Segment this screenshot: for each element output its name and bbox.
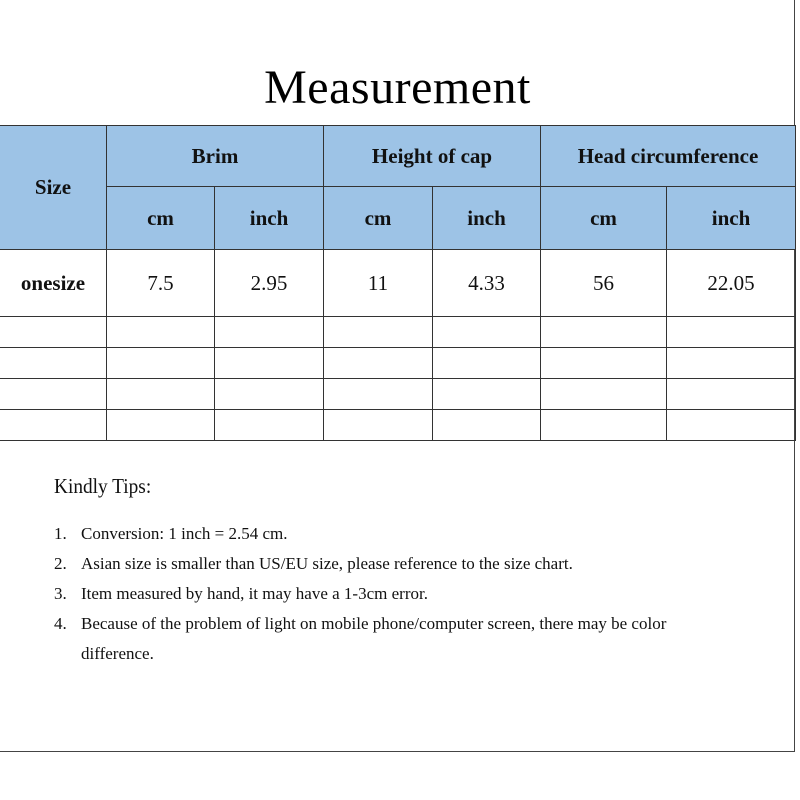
empty-cell [215,379,324,410]
empty-table-row [0,410,796,441]
page-title: Measurement [264,61,531,114]
header-row-units [0,187,796,250]
value-cell: 7.5 [107,250,215,317]
empty-cell [215,348,324,379]
empty-cell [0,410,107,441]
unit-header: cm [541,187,667,250]
tip-text: Conversion: 1 inch = 2.54 cm. [81,524,288,543]
empty-cell [433,317,541,348]
list-item [54,519,774,549]
empty-cell [215,410,324,441]
tips-list [54,519,774,669]
empty-cell [107,410,215,441]
group-header-head-circumference: Head circumference [541,126,796,187]
tip-number: 3. [54,584,67,603]
size-header: Size [0,126,107,250]
empty-cell [667,348,796,379]
bottom-border-line [0,751,795,752]
tip-number: 1. [54,524,67,543]
empty-cell [433,410,541,441]
group-header-brim: Brim [107,126,324,187]
empty-cell [433,348,541,379]
empty-cell [541,348,667,379]
tip-number: 4. [54,614,67,633]
empty-cell [107,379,215,410]
empty-table-row [0,317,796,348]
empty-cell [324,410,433,441]
empty-cell [324,379,433,410]
group-header-height-of-cap: Height of cap [324,126,541,187]
empty-cell [0,379,107,410]
table-row [0,250,796,317]
empty-cell [541,410,667,441]
list-item [54,549,774,579]
unit-header: inch [433,187,541,250]
empty-cell [324,317,433,348]
empty-cell [667,410,796,441]
empty-table-row [0,379,796,410]
empty-cell [541,379,667,410]
empty-cell [0,317,107,348]
size-chart-table [0,125,796,441]
empty-cell [107,317,215,348]
empty-table-row [0,348,796,379]
list-item [54,609,774,669]
tip-number: 2. [54,554,67,573]
value-cell: 11 [324,250,433,317]
size-cell: onesize [0,250,107,317]
unit-header: cm [324,187,433,250]
kindly-tips-section [54,474,774,669]
value-cell: 22.05 [667,250,796,317]
value-cell: 4.33 [433,250,541,317]
empty-cell [0,348,107,379]
unit-header: inch [215,187,324,250]
tips-heading: Kindly Tips: [54,474,152,498]
tip-text: Asian size is smaller than US/EU size, please reference to the size chart. [81,554,573,573]
value-cell: 56 [541,250,667,317]
empty-cell [215,317,324,348]
empty-cell [433,379,541,410]
empty-cell [107,348,215,379]
unit-header: inch [667,187,796,250]
tip-text: Item measured by hand, it may have a 1-3cm error. [81,584,428,603]
tip-text: Because of the problem of light on mobile phone/computer screen, there may be color difference. [81,614,667,663]
list-item [54,579,774,609]
empty-cell [541,317,667,348]
empty-cell [324,348,433,379]
unit-header: cm [107,187,215,250]
header-row-groups [0,126,796,187]
empty-cell [667,379,796,410]
value-cell: 2.95 [215,250,324,317]
empty-cell [667,317,796,348]
